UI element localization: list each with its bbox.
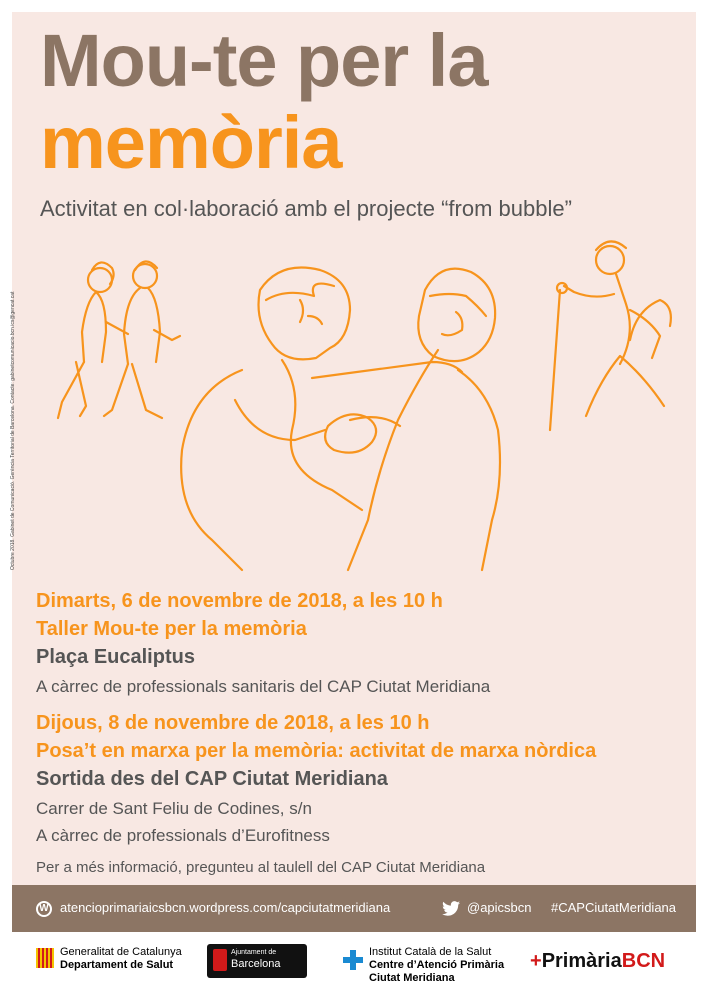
event-1-date: Dimarts, 6 de novembre de 2018, a les 10 h: [36, 590, 443, 612]
social-bar: [12, 885, 696, 932]
event-2-address: Carrer de Sant Feliu de Codines, s/n: [36, 799, 312, 818]
walking-couple-figure: [58, 261, 180, 418]
ics-line-2: Centre d’Atenció Primària: [369, 959, 505, 971]
blog-url-link[interactable]: atencioprimariaicsbcn.wordpress.com/capciutatmeridiana: [60, 900, 391, 915]
wordpress-icon: W: [36, 901, 52, 917]
barcelona-shield-icon: [213, 949, 227, 971]
ajuntament-logo: [207, 944, 307, 978]
primaria-bcn: BCN: [621, 950, 666, 972]
primaria-text: Primària: [541, 950, 622, 972]
event-2-detail: A càrrec de professionals d’Eurofitness: [36, 826, 330, 845]
hugging-couple-figure: [181, 268, 500, 571]
primaria-plus: +: [530, 950, 542, 972]
people-illustration: [30, 230, 680, 580]
nordic-walker-figure: [550, 241, 671, 430]
event-2-place: Sortida des del CAP Ciutat Meridiana: [36, 768, 388, 790]
subtitle: Activitat en col·laboració amb el projecte “from bubble”: [40, 196, 572, 221]
ics-line-3: Ciutat Meridiana: [369, 972, 455, 984]
ics-line-1: Institut Català de la Salut: [369, 946, 492, 958]
health-cross-icon: [343, 950, 363, 970]
info-note: Per a més informació, pregunteu al taulell del CAP Ciutat Meridiana: [36, 859, 486, 876]
senyera-icon: [36, 948, 54, 968]
event-2-date: Dijous, 8 de novembre de 2018, a les 10 h: [36, 712, 430, 734]
generalitat-line-1: Generalitat de Catalunya: [60, 946, 182, 958]
twitter-icon: [442, 901, 460, 916]
hashtag-link[interactable]: #CAPCiutatMeridiana: [551, 900, 677, 915]
vertical-credit-text: Octubre 2018. Gabinet de Comunicació. Gerència Territorial de Barcelona. Contacte: gabinetcomunicacio.bcn.ics@gencat.cat: [10, 291, 16, 570]
event-1-place: Plaça Eucaliptus: [36, 646, 195, 668]
ajuntament-line-1: Ajuntament de: [231, 949, 277, 956]
title-line-1: Mou-te per la: [40, 19, 488, 102]
event-2-title: Posa’t en marxa per la memòria: activitat de marxa nòrdica: [36, 740, 597, 762]
event-1-title: Taller Mou-te per la memòria: [36, 618, 307, 640]
ajuntament-line-2: Barcelona: [231, 958, 281, 970]
title-line-2: memòria: [40, 101, 342, 184]
generalitat-line-2: Departament de Salut: [60, 959, 174, 971]
twitter-handle-link[interactable]: @apicsbcn: [467, 900, 532, 915]
primaria-bcn-logo: [530, 950, 665, 973]
event-1-detail: A càrrec de professionals sanitaris del CAP Ciutat Meridiana: [36, 677, 491, 696]
logos-footer: [0, 940, 708, 1000]
